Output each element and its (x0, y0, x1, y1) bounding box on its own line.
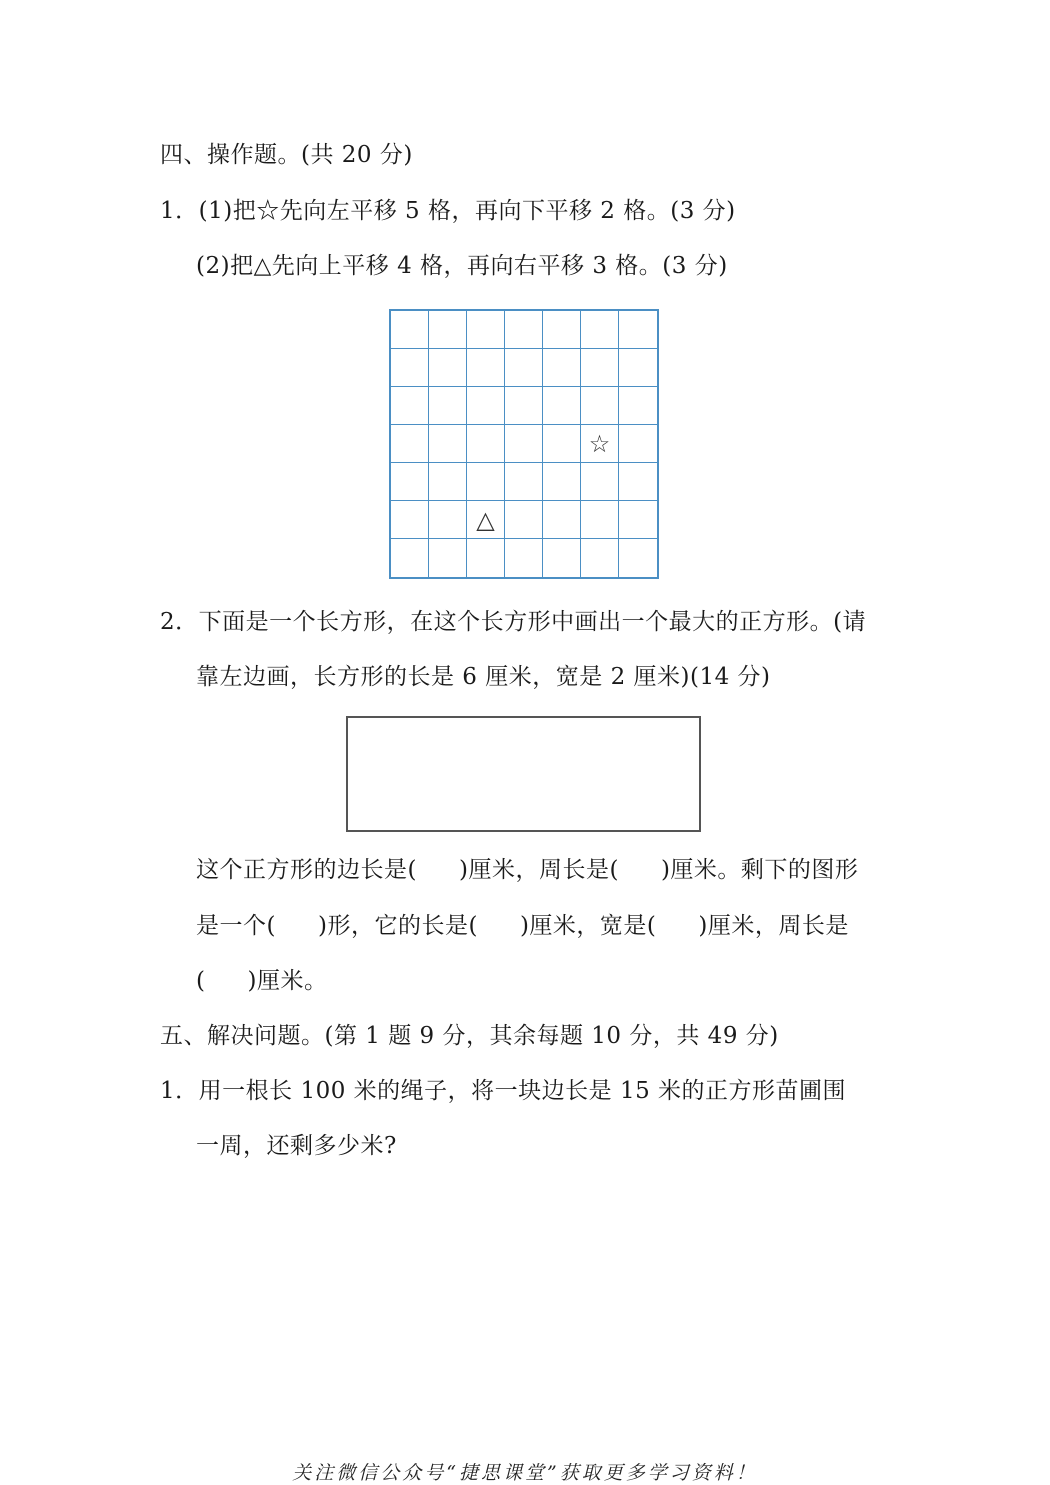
grid-cell[interactable] (505, 501, 543, 539)
grid-cell[interactable] (581, 463, 619, 501)
section4-heading: 四、操作题。(共 20 分) (160, 142, 413, 168)
s5-q1-line2: 一周，还剩多少米? (196, 1133, 397, 1159)
grid-cell[interactable] (391, 501, 429, 539)
grid-cell[interactable] (543, 311, 581, 349)
grid-cell[interactable] (505, 311, 543, 349)
grid-cell[interactable] (619, 463, 657, 501)
q1-part2: (2)把△先向上平移 4 格，再向右平移 3 格。(3 分) (196, 253, 728, 279)
grid-cell[interactable] (429, 539, 467, 577)
grid-cell[interactable] (581, 539, 619, 577)
fill-text: )厘米，周长是 (698, 913, 849, 939)
grid-cell[interactable] (543, 349, 581, 387)
fill-text: )厘米。剩下的图形 (660, 857, 859, 883)
grid-cell[interactable] (505, 463, 543, 501)
star-icon: ☆ (588, 429, 611, 458)
fill-text: ( (196, 968, 206, 994)
fill-text: )厘米，宽是( (519, 913, 657, 939)
grid-cell[interactable] (429, 501, 467, 539)
grid-cell[interactable] (619, 349, 657, 387)
s5-q1-line1: 1．用一根长 100 米的绳子，将一块边长是 15 米的正方形苗圃围 (160, 1078, 847, 1104)
fill-text: )形，它的长是( (317, 913, 478, 939)
grid-cell[interactable] (581, 501, 619, 539)
grid-cell[interactable] (543, 539, 581, 577)
fill-line-1 (196, 855, 858, 885)
grid-cell[interactable] (505, 539, 543, 577)
grid-cell[interactable] (505, 425, 543, 463)
grid-cell[interactable] (505, 387, 543, 425)
translation-grid (389, 309, 659, 579)
grid-cell[interactable] (619, 425, 657, 463)
grid-cell[interactable] (467, 311, 505, 349)
grid-cell[interactable] (467, 387, 505, 425)
grid-cell[interactable] (543, 463, 581, 501)
grid-cell[interactable] (467, 349, 505, 387)
q1-part1: 1．(1)把☆先向左平移 5 格，再向下平移 2 格。(3 分) (160, 198, 736, 224)
grid-cell[interactable] (543, 387, 581, 425)
q2-line2: 靠左边画，长方形的长是 6 厘米，宽是 2 厘米)(14 分) (196, 664, 771, 690)
grid-cell[interactable] (467, 539, 505, 577)
grid-cell[interactable] (581, 387, 619, 425)
section5-heading: 五、解决问题。(第 1 题 9 分，其余每题 10 分，共 49 分) (160, 1023, 779, 1049)
fill-text: 是一个( (196, 913, 276, 939)
grid-cell[interactable] (467, 463, 505, 501)
grid-cell[interactable] (543, 425, 581, 463)
rectangle-figure (346, 716, 701, 832)
fill-text: )厘米。 (247, 968, 328, 994)
grid-cell[interactable] (391, 387, 429, 425)
q2-line1: 2．下面是一个长方形，在这个长方形中画出一个最大的正方形。(请 (160, 609, 867, 635)
grid-cell[interactable] (391, 425, 429, 463)
fill-line-2 (196, 911, 849, 941)
grid-cell[interactable] (429, 387, 467, 425)
fill-text: )厘米，周长是( (458, 857, 619, 883)
grid-cell[interactable] (391, 463, 429, 501)
fill-line-3 (196, 966, 327, 996)
footer-note: 关注微信公众号“捷思课堂”获取更多学习资料！ (292, 1462, 758, 1484)
triangle-icon: △ (476, 505, 495, 534)
grid-cell[interactable] (619, 311, 657, 349)
fill-text: 这个正方形的边长是( (196, 857, 417, 883)
grid-cell[interactable] (581, 311, 619, 349)
grid-cell[interactable] (619, 539, 657, 577)
grid-cell[interactable] (543, 501, 581, 539)
grid-cell[interactable] (581, 349, 619, 387)
grid-cell[interactable] (467, 425, 505, 463)
grid-cell[interactable] (429, 349, 467, 387)
grid-cell[interactable] (391, 311, 429, 349)
grid-cell[interactable] (581, 425, 619, 463)
grid-cell[interactable] (467, 501, 505, 539)
grid-cell[interactable] (619, 501, 657, 539)
grid-cell[interactable] (619, 387, 657, 425)
grid-cell[interactable] (391, 539, 429, 577)
grid-cell[interactable] (429, 425, 467, 463)
grid-cell[interactable] (505, 349, 543, 387)
grid-cell[interactable] (391, 349, 429, 387)
grid-cell[interactable] (429, 311, 467, 349)
grid-cell[interactable] (429, 463, 467, 501)
